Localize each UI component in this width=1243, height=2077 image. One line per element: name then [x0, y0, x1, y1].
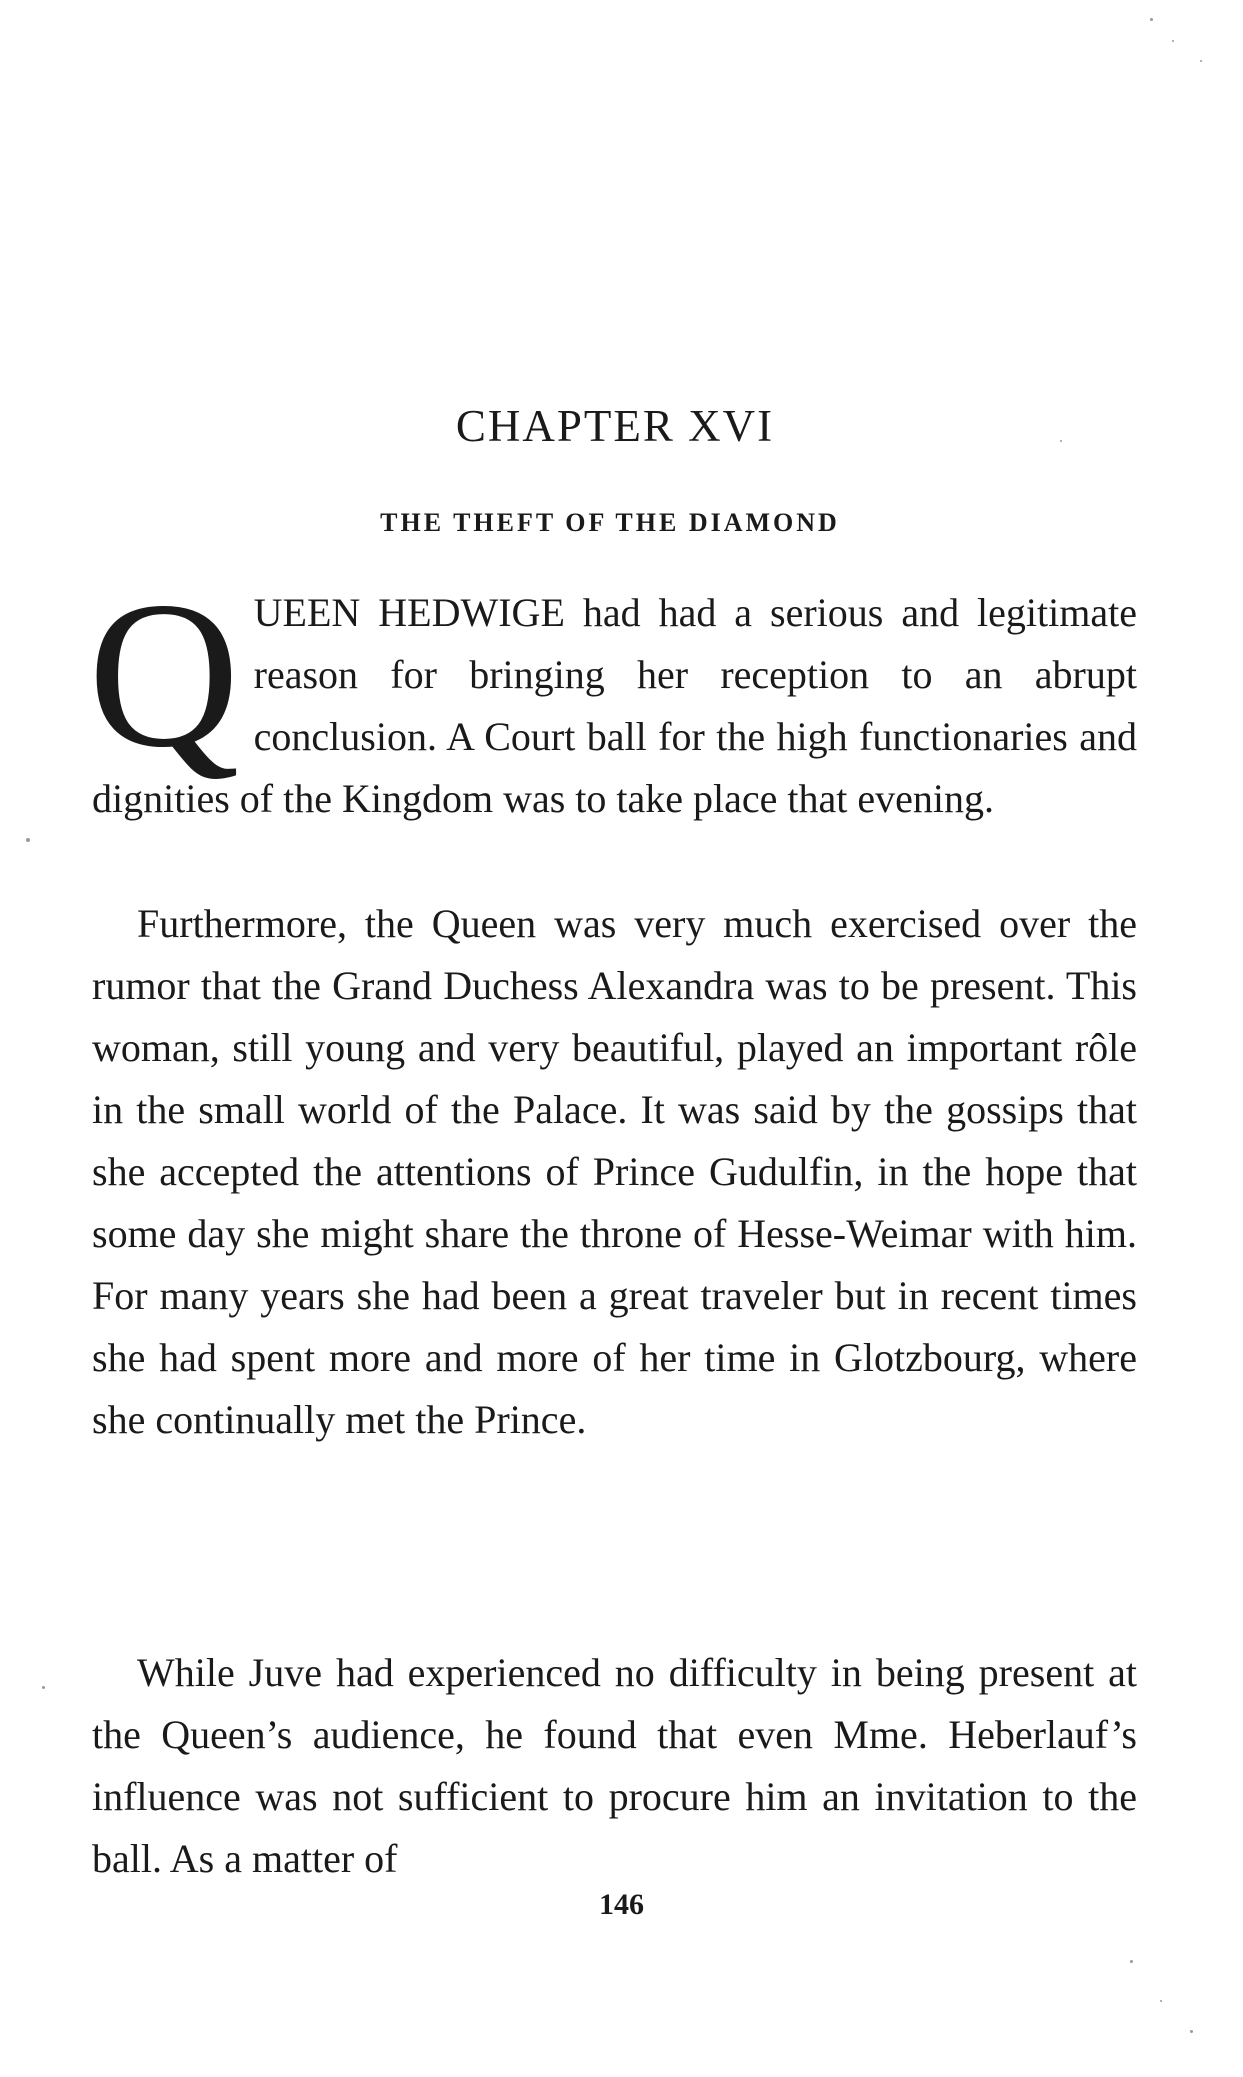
scan-speck: [1200, 60, 1202, 62]
scan-speck: [1130, 1960, 1133, 1963]
chapter-subtitle: THE THEFT OF THE DIAMOND: [380, 508, 840, 537]
drop-cap: Q: [88, 559, 240, 791]
paragraph-1-text: UEEN HEDWIGE had had a serious and legitimate reason for bringing her reception to an abrupt conclusion. A Court ball for the high functionaries and dignities of the Kingdom was to take place that evening.: [92, 590, 1137, 821]
chapter-heading: CHAPTER XVI: [455, 401, 775, 451]
scan-speck: [42, 1686, 45, 1689]
scan-speck: [1150, 18, 1153, 21]
scan-speck: [1190, 2030, 1193, 2033]
scan-speck: [1060, 440, 1062, 442]
paragraph-2: Furthermore, the Queen was very much exercised over the rumor that the Grand Duchess Alexandra was to be present. This woman, still young and very beautiful, played an important rôle in the small world of the Palace. It was said by the gossips that she accepted the attentions of Prince Gudulfin, in the hope that some day she might share the throne of Hesse-Weimar with him. For many years she had been a great traveler but in recent times she had spent more and more of her time in Glotzbourg, where she continually met the Prince.: [92, 901, 1137, 1442]
scan-speck: [1172, 40, 1174, 42]
scan-speck: [1160, 2000, 1162, 2002]
paragraph-3: While Juve had experienced no difficulty in being present at the Queen’s audience, he found that even Mme. Heberlauf’s influence was not sufficient to procure him an invitation to the ball. As a matter of: [92, 1650, 1137, 1881]
scan-speck: [26, 838, 30, 842]
page-number: 146: [599, 1888, 644, 1921]
paragraph-1: [88, 559, 1137, 830]
